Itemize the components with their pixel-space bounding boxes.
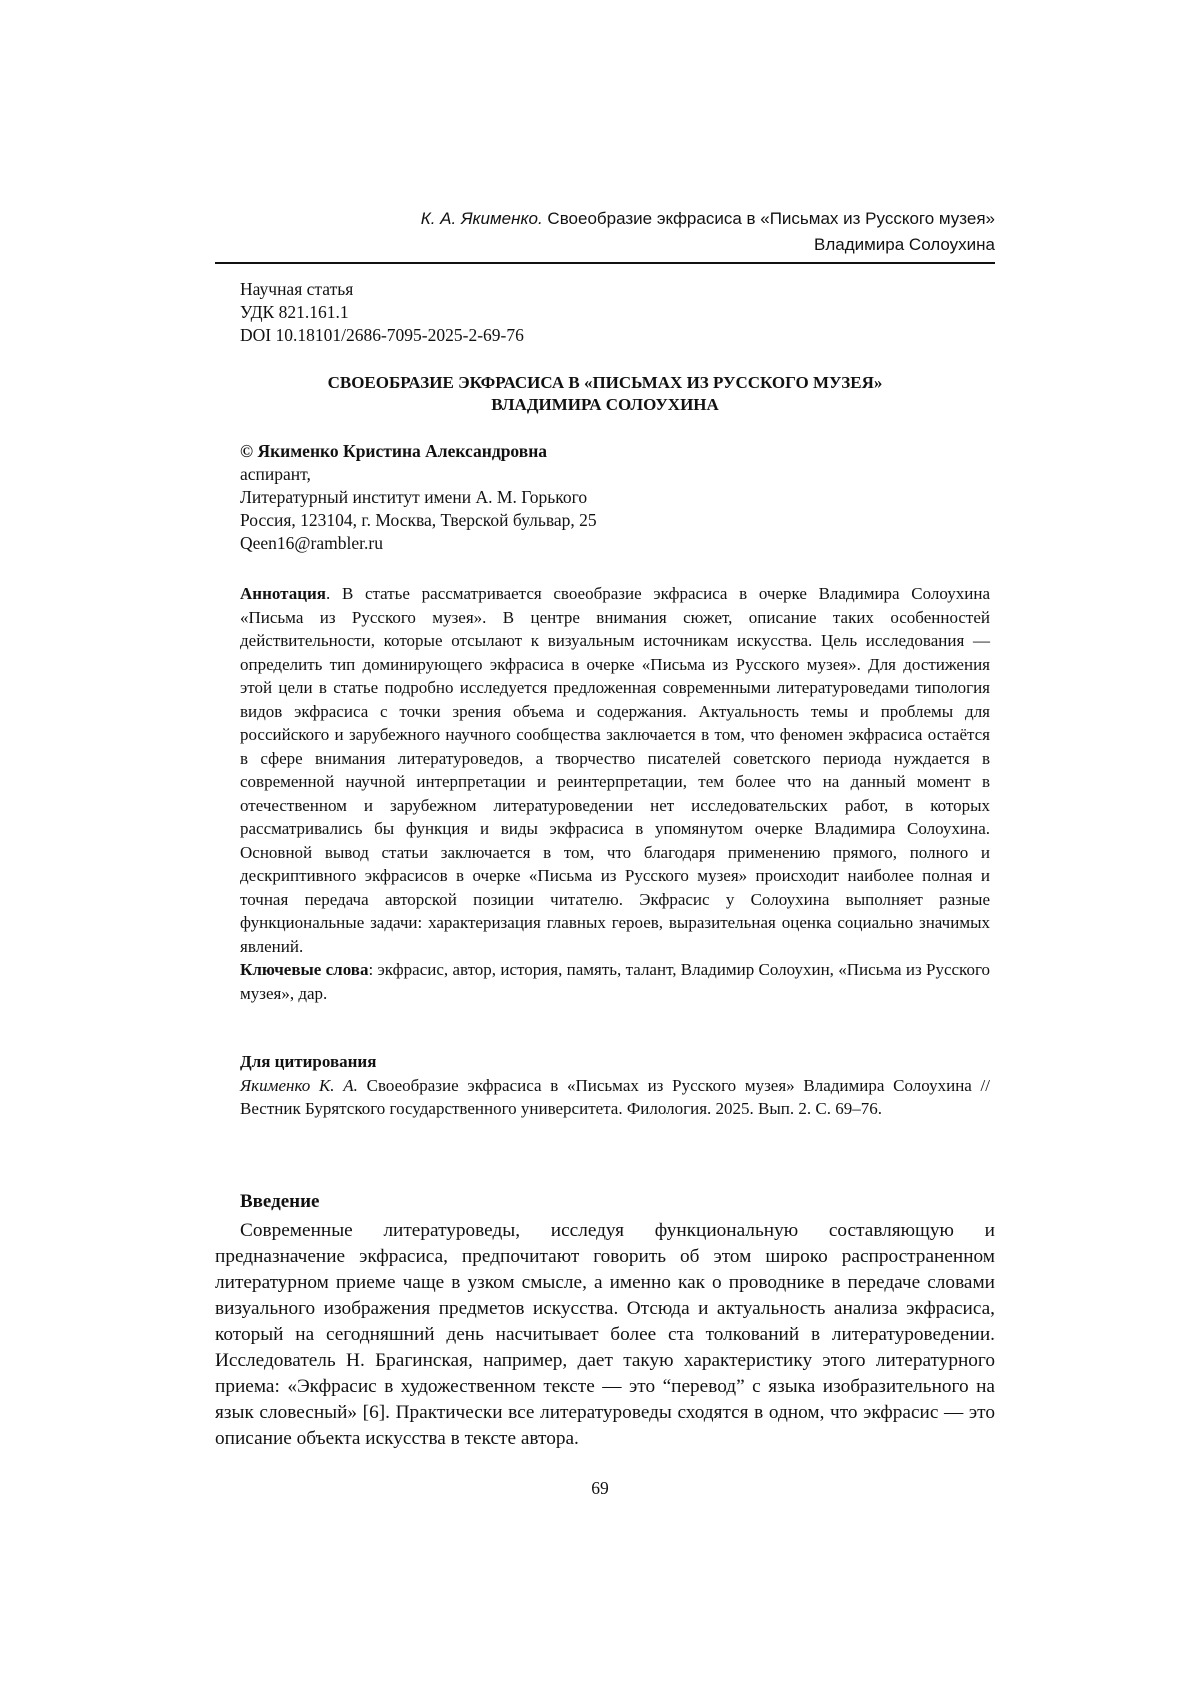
author-position: аспирант, bbox=[240, 463, 980, 486]
doi: DOI 10.18101/2686-7095-2025-2-69-76 bbox=[240, 324, 980, 347]
author-name: © Якименко Кристина Александровна bbox=[240, 440, 980, 463]
journal-page bbox=[0, 0, 1200, 1697]
author-block bbox=[240, 440, 980, 555]
intro-heading: Введение bbox=[240, 1190, 320, 1214]
citation-heading: Для цитирования bbox=[240, 1050, 990, 1074]
article-title-line2: ВЛАДИМИРА СОЛОУХИНА bbox=[215, 394, 995, 416]
citation-block bbox=[240, 1050, 990, 1121]
abstract-label: Аннотация bbox=[240, 584, 326, 603]
abstract bbox=[240, 582, 990, 1005]
running-header bbox=[215, 206, 995, 258]
citation-author: Якименко К. А. bbox=[240, 1076, 358, 1095]
intro-section bbox=[215, 1218, 995, 1452]
author-email: Qeen16@rambler.ru bbox=[240, 532, 980, 555]
running-header-line1 bbox=[215, 206, 995, 232]
running-header-title: Своеобразие экфрасиса в «Письмах из Русского музея» bbox=[547, 209, 995, 228]
page-number: 69 bbox=[0, 1477, 1200, 1499]
author-address: Россия, 123104, г. Москва, Тверской бульвар, 25 bbox=[240, 509, 980, 532]
header-divider bbox=[215, 262, 995, 264]
abstract-paragraph bbox=[240, 582, 990, 958]
article-type: Научная статья bbox=[240, 278, 980, 301]
running-header-line2: Владимира Солоухина bbox=[215, 232, 995, 258]
author-institution: Литературный институт имени А. М. Горького bbox=[240, 486, 980, 509]
article-title-line1: СВОЕОБРАЗИЕ ЭКФРАСИСА В «ПИСЬМАХ ИЗ РУССКОГО МУЗЕЯ» bbox=[215, 372, 995, 394]
intro-paragraph: Современные литературоведы, исследуя функциональную составляющую и предназначение экфрасиса, предпочитают говорить об этом широко распространенном литературном приеме чаще в узком смысле, а именно как о проводнике в передаче словами визуального изображения предметов искусства. Отсюда и актуальность анализа экфрасиса, который на сегодняшний день насчитывает более ста толкований в литературоведении. Исследователь Н. Брагинская, например, дает такую характеристику этого литературного приема: «Экфрасис в художественном тексте — это “перевод” с языка изобразительного на язык словесный» [6]. Практически все литературоведы сходятся в одном, что экфрасис — это описание объекта искусства в тексте автора. bbox=[215, 1218, 995, 1452]
citation-paragraph bbox=[240, 1074, 990, 1121]
keywords-paragraph bbox=[240, 958, 990, 1005]
abstract-text: . В статье рассматривается своеобразие экфрасиса в очерке Владимира Солоухина «Письма из Русского музея». В центре внимания сюжет, описание таких особенностей действительности, которые отсылают к визуальным источникам искусства. Цель исследования — определить тип доминирующего экфрасиса в очерке «Письма из Русского музея». Для достижения этой цели в статье подробно исследуется предложенная современными литературоведами типология видов экфрасиса с точки зрения объема и содержания. Актуальность темы и проблемы для российского и зарубежного научного сообщества заключается в том, что феномен экфрасиса остаётся в сфере внимания литературоведов, а творчество писателей советского периода нуждается в современной научной интерпретации и реинтерпретации, тем более что на данный момент в отечественном и зарубежном литературоведении нет исследовательских работ, в которых рассматривались бы функция и виды экфрасиса в упомянутом очерке Владимира Солоухина. Основной вывод статьи заключается в том, что благодаря применению прямого, полного и дескриптивного экфрасисов в очерке «Письма из Русского музея» происходит наиболее полная и точная передача авторской позиции читателю. Экфрасис у Солоухина выполняет разные функциональные задачи: характеризация главных героев, выразительная оценка социально значимых явлений. bbox=[240, 584, 990, 956]
udc-code: УДК 821.161.1 bbox=[240, 301, 980, 324]
citation-text: Своеобразие экфрасиса в «Письмах из Русского музея» Владимира Солоухина // Вестник Бурятского государственного университета. Филология. 2025. Вып. 2. С. 69–76. bbox=[240, 1076, 990, 1119]
article-title bbox=[215, 372, 995, 416]
keywords-label: Ключевые слова bbox=[240, 960, 368, 979]
article-meta bbox=[240, 278, 980, 347]
keywords-text: : экфрасис, автор, история, память, талант, Владимир Солоухин, «Письма из Русского музея», дар. bbox=[240, 960, 990, 1003]
running-header-author: К. А. Якименко. bbox=[421, 209, 543, 228]
